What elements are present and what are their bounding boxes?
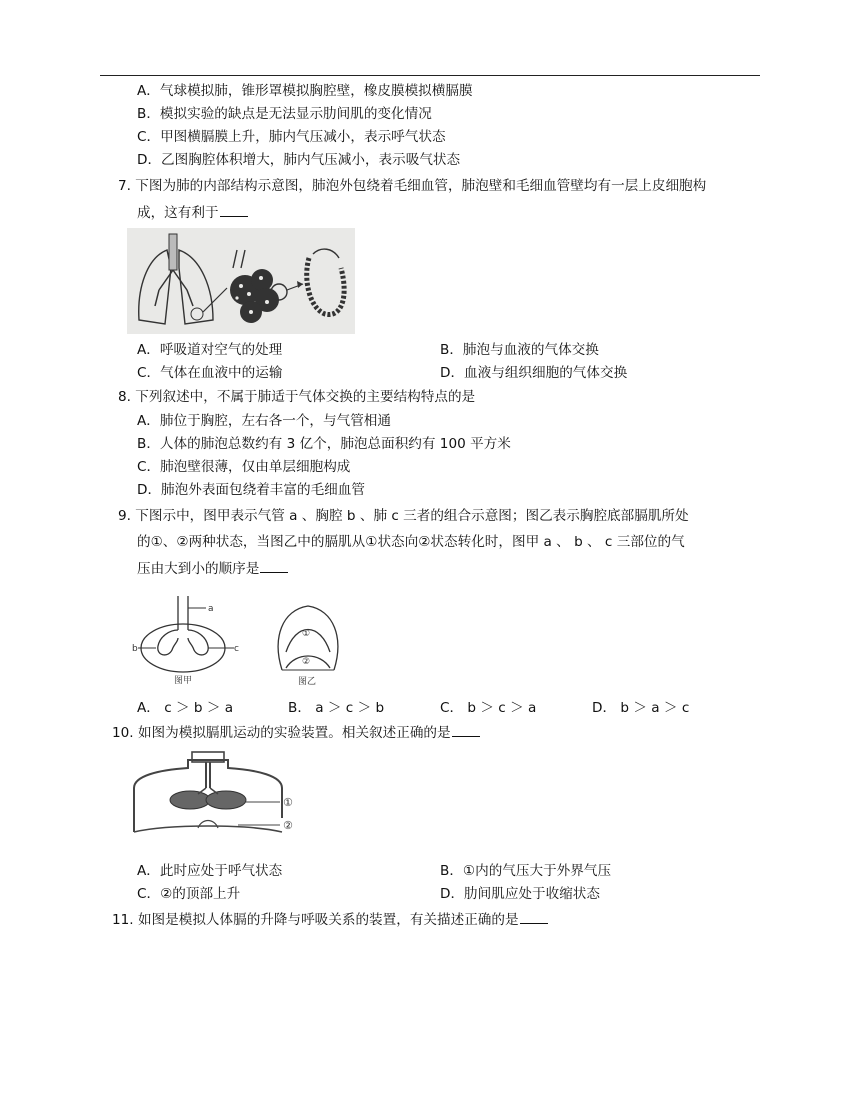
q7-option-c: C．气体在血液中的运输 <box>137 365 283 381</box>
q9-option-a: A． c ＞ b ＞ a <box>137 700 234 716</box>
q7-stem-line2 <box>137 204 248 221</box>
q9-option-d: D． b ＞ a ＞ c <box>592 700 690 716</box>
q6-option-d: D．乙图胸腔体积增大，肺内气压减小，表示吸气状态 <box>137 152 461 168</box>
q9-stem-text: 压由大到小的顺序是 <box>137 561 260 577</box>
q8-option-b: B．人体的肺泡总数约有 3 亿个，肺泡总面积约有 100 平方米 <box>137 436 511 452</box>
q8-option-a: A．肺位于胸腔，左右各一个，与气管相通 <box>137 413 391 429</box>
q9-stem-line2: 的①、②两种状态，当图乙中的膈肌从①状态向②状态转化时，图甲 a 、 b 、 c 三部位的气 <box>137 534 685 550</box>
q6-option-c: C．甲图横膈膜上升，肺内气压减小，表示呼气状态 <box>137 129 446 145</box>
header-rule <box>100 75 760 76</box>
q7-option-d: D．血液与组织细胞的气体交换 <box>440 365 628 381</box>
q10-option-a: A．此时应处于呼气状态 <box>137 863 283 879</box>
q7-option-a: A．呼吸道对空气的处理 <box>137 342 283 358</box>
q9-stem-line3 <box>137 560 288 577</box>
q7-stem-text: 成，这有利于 <box>137 205 219 221</box>
label-state-2: ② <box>302 657 311 667</box>
mark-1: ① <box>283 796 293 809</box>
q10-option-d: D．肋间肌应处于收缩状态 <box>440 886 600 902</box>
q6-option-b: B．模拟实验的缺点是无法显示肋间肌的变化情况 <box>137 106 432 122</box>
q9-option-c: C． b ＞ c ＞ a <box>440 700 537 716</box>
q11-stem-text: 11. 如图是模拟人体膈的升降与呼吸关系的装置，有关描述正确的是 <box>112 912 519 928</box>
q8-option-d: D．肺泡外表面包绕着丰富的毛细血管 <box>137 482 365 498</box>
label-state-1: ① <box>302 629 311 639</box>
q8-stem: 8. 下列叙述中，不属于肺适于气体交换的主要结构特点的是 <box>118 389 476 405</box>
q8-option-c: C．肺泡壁很薄，仅由单层细胞构成 <box>137 459 351 475</box>
answer-blank <box>260 560 288 573</box>
label-c: c <box>234 644 239 654</box>
q9-stem-line1: 9. 下图示中，图甲表示气管 a 、胸腔 b 、肺 c 三者的组合示意图；图乙表示胸腔底部膈肌所处 <box>118 508 689 524</box>
q7-option-b: B．肺泡与血液的气体交换 <box>440 342 599 358</box>
q11-stem <box>112 911 548 928</box>
label-a: a <box>208 604 214 614</box>
q9-option-b: B． a ＞ c ＞ b <box>288 700 385 716</box>
q6-option-a: A．气球模拟肺，锥形罩模拟胸腔壁，橡皮膜模拟横膈膜 <box>137 83 473 99</box>
mark-2: ② <box>283 819 293 832</box>
q10-option-c: C．②的顶部上升 <box>137 886 241 902</box>
figure-jia <box>130 592 240 687</box>
answer-blank <box>220 204 248 217</box>
answer-blank <box>452 724 480 737</box>
figure-yi <box>272 598 344 688</box>
q7-stem-line1: 7. 下图为肺的内部结构示意图，肺泡外包绕着毛细血管，肺泡壁和毛细血管壁均有一层上皮细胞构 <box>118 178 707 194</box>
label-b: b <box>132 644 138 654</box>
diaphragm-model-figure <box>128 748 300 840</box>
lung-structure-figure <box>127 228 355 334</box>
q10-option-b: B．①内的气压大于外界气压 <box>440 863 612 879</box>
q10-stem <box>112 724 480 741</box>
fig-jia-caption: 图甲 <box>174 676 193 686</box>
answer-blank <box>520 911 548 924</box>
q10-stem-text: 10. 如图为模拟膈肌运动的实验装置。相关叙述正确的是 <box>112 725 451 741</box>
fig-yi-caption: 图乙 <box>298 677 317 687</box>
